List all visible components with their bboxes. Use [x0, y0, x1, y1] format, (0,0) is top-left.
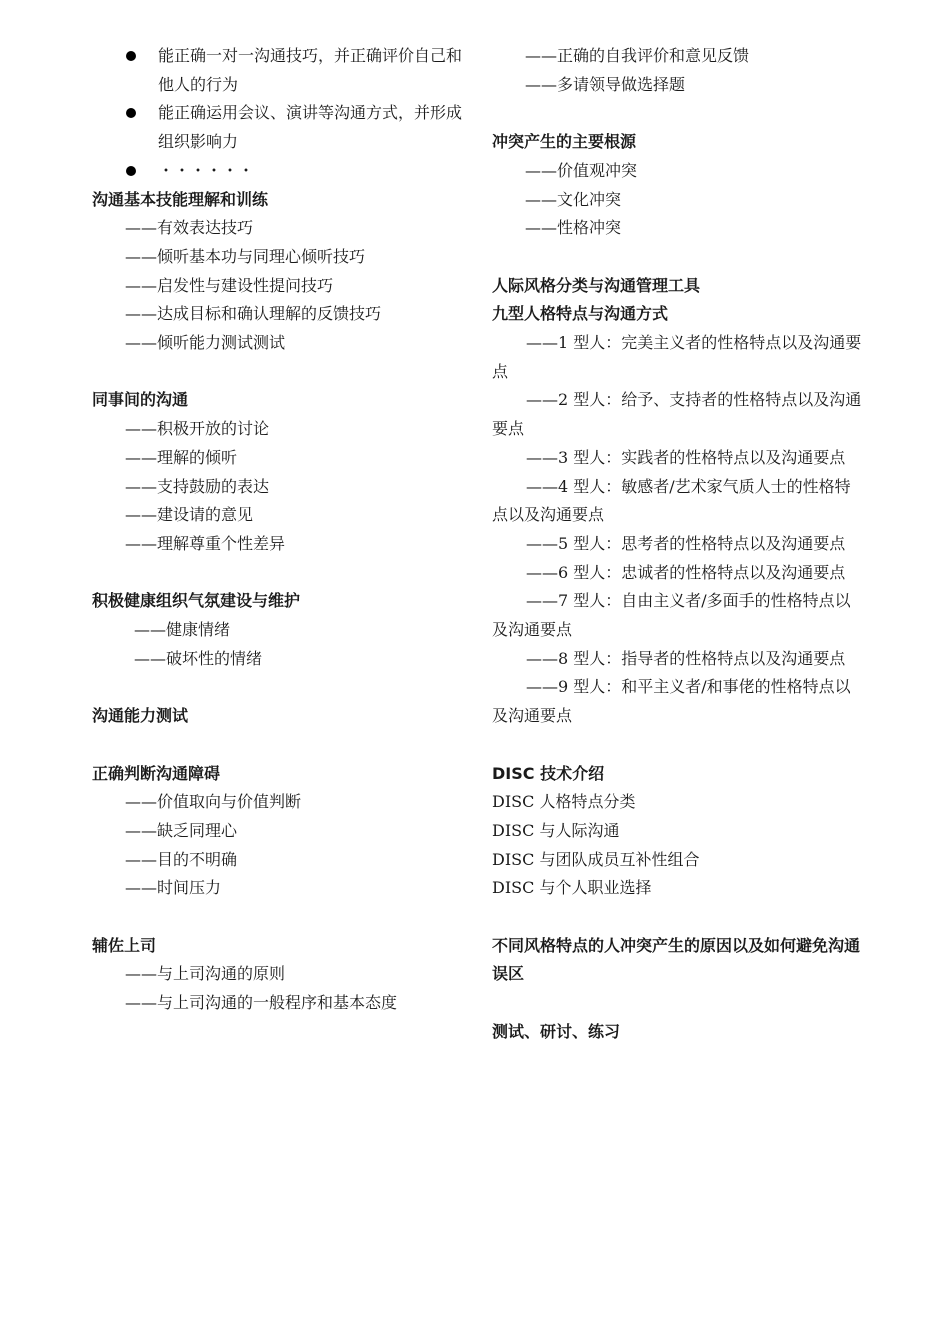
enneagram-item: ——1 型人：完美主义者的性格特点以及沟通要点 — [492, 333, 862, 381]
bullet-dot-icon — [126, 108, 136, 118]
list-item: ——健康情绪 — [134, 620, 231, 640]
enneagram-item: ——2 型人：给予、支持者的性格特点以及沟通要点 — [492, 390, 862, 439]
section-title: 积极健康组织气氛建设与维护 — [92, 591, 301, 611]
list-item: ——理解的倾听 — [125, 447, 238, 467]
list-item: ——价值取向与价值判断 — [125, 792, 302, 812]
list-item: ——正确的自我评价和意见反馈 — [525, 46, 750, 65]
list-item: ——支持鼓励的表达 — [125, 476, 270, 496]
list-item: ——启发性与建设性提问技巧 — [125, 275, 334, 295]
list-item: DISC 与个人职业选择 — [492, 878, 652, 898]
list-item: ——文化冲突 — [525, 189, 622, 209]
bullet-item: 能正确一对一沟通技巧，并正确评价自己和他人的行为 — [92, 42, 464, 99]
section-title: 沟通基本技能理解和训练 — [92, 189, 269, 209]
enneagram-item: ——9 型人：和平主义者/和事佬的性格特点以及沟通要点 — [492, 677, 851, 726]
enneagram-item: ——5 型人：思考者的性格特点以及沟通要点 — [526, 533, 846, 553]
spacer — [92, 673, 464, 702]
enneagram-item: ——7 型人：自由主义者/多面手的性格特点以及沟通要点 — [492, 591, 851, 640]
list-item: ——积极开放的讨论 — [125, 419, 270, 439]
right-column — [492, 42, 864, 1047]
spacer — [492, 903, 864, 932]
bullet-item: ・・・・・・ — [92, 157, 464, 186]
left-column — [92, 42, 464, 1018]
bullet-dot-icon — [126, 166, 136, 176]
list-item: ——与上司沟通的一般程序和基本态度 — [125, 993, 398, 1013]
bullet-item: 能正确运用会议、演讲等沟通方式，并形成组织影响力 — [92, 99, 464, 156]
section-title: 测试、研讨、练习 — [492, 1021, 621, 1041]
list-item: ——价值观冲突 — [525, 160, 638, 180]
list-item: ——理解尊重个性差异 — [125, 533, 286, 553]
list-item: ——建设请的意见 — [125, 505, 254, 525]
section-title: 沟通能力测试 — [92, 706, 189, 726]
section-title: 辅佐上司 — [92, 935, 157, 955]
section-title: DISC 技术介绍 — [492, 763, 605, 783]
list-item: DISC 与人际沟通 — [492, 820, 620, 840]
list-item: ——多请领导做选择题 — [525, 74, 686, 94]
list-item: ——有效表达技巧 — [125, 218, 254, 238]
list-item: ——倾听能力测试测试 — [125, 333, 286, 353]
list-item: ——时间压力 — [125, 878, 222, 898]
section-title: 不同风格特点的人冲突产生的原因以及如何避免沟通误区 — [492, 935, 861, 984]
spacer — [492, 989, 864, 1018]
list-item: DISC 与团队成员互补性组合 — [492, 849, 700, 869]
section-title: 正确判断沟通障碍 — [92, 763, 221, 783]
spacer — [492, 99, 864, 128]
section-title: 冲突产生的主要根源 — [492, 132, 637, 152]
enneagram-item: ——6 型人：忠诚者的性格特点以及沟通要点 — [526, 562, 846, 582]
spacer — [492, 243, 864, 272]
enneagram-item: ——4 型人：敏感者/艺术家气质人士的性格特点以及沟通要点 — [492, 476, 851, 525]
spacer — [92, 731, 464, 760]
list-item: ——目的不明确 — [125, 849, 238, 869]
list-item: ——达成目标和确认理解的反馈技巧 — [125, 304, 382, 324]
subsection-title: 九型人格特点与沟通方式 — [492, 304, 669, 324]
bullet-dot-icon — [126, 51, 136, 61]
list-item: ——与上司沟通的原则 — [125, 964, 286, 984]
spacer — [92, 903, 464, 932]
enneagram-item: ——3 型人：实践者的性格特点以及沟通要点 — [526, 447, 846, 467]
spacer — [92, 559, 464, 588]
list-item: ——破坏性的情绪 — [134, 648, 263, 668]
list-item: ——倾听基本功与同理心倾听技巧 — [125, 246, 366, 266]
list-item: ——性格冲突 — [525, 218, 622, 238]
section-title: 同事间的沟通 — [92, 390, 189, 410]
spacer — [92, 358, 464, 387]
section-title: 人际风格分类与沟通管理工具 — [492, 275, 701, 295]
list-item: ——缺乏同理心 — [125, 820, 238, 840]
list-item: DISC 人格特点分类 — [492, 792, 636, 812]
spacer — [492, 731, 864, 760]
enneagram-item: ——8 型人：指导者的性格特点以及沟通要点 — [526, 648, 846, 668]
